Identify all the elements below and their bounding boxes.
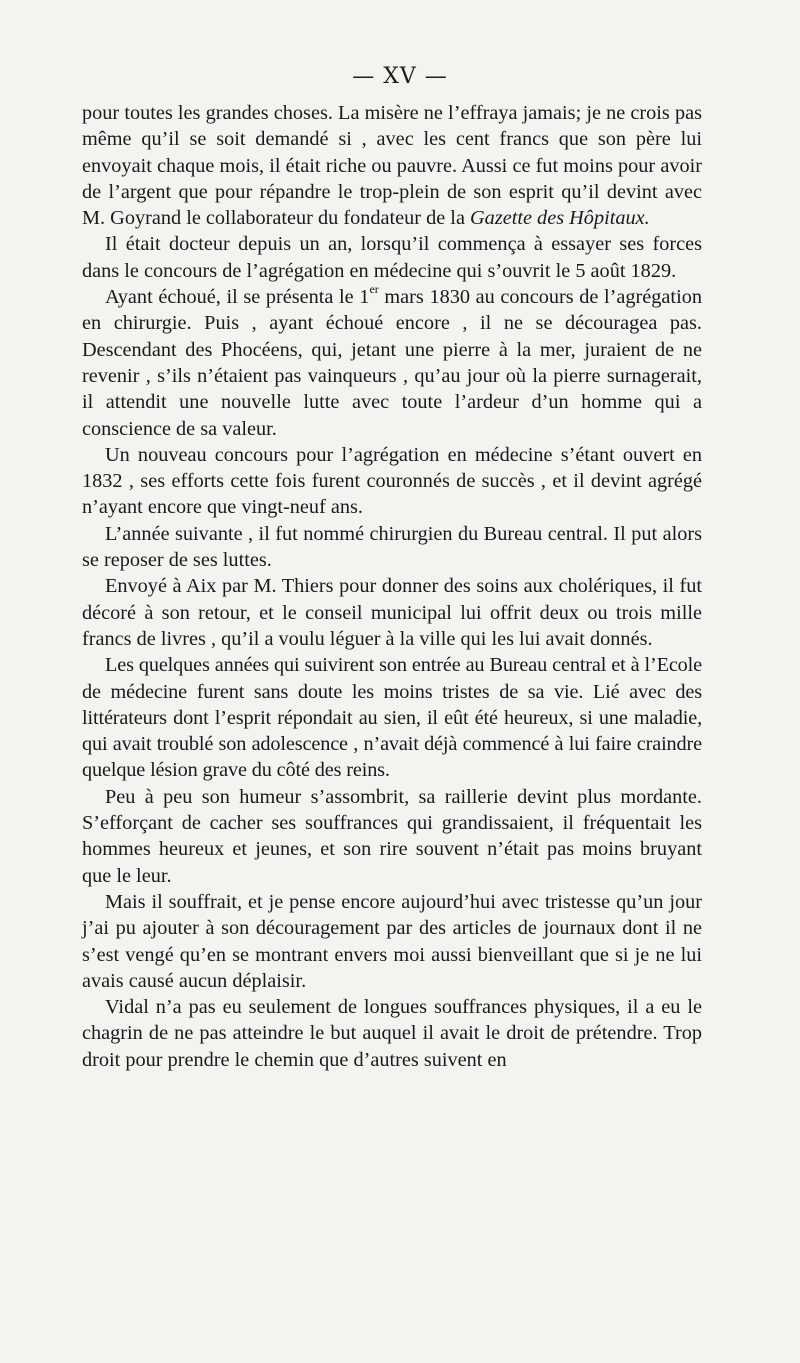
paragraph-10: Vidal n’a pas eu seulement de longues souffrances physiques, il a eu le chagrin de ne pas atteindre le but auquel il avait le droit de prétendre. Trop droit pour prendre le chemin que d’autres suivent en bbox=[82, 996, 702, 1071]
paragraph-3-text-b: mars 1830 au concours de l’agrégation en chirurgie. Puis , ayant échoué encore , il ne se découragea pas. Descendant des Phocéens, qui, jetant une pierre à la mer, juraient de ne revenir , s’ils n’étaient pas vainqueurs , qu’au jour où la pierre surnagerait, il attendit une nouvelle lutte avec toute l’ardeur d’un homme qui a conscience de sa valeur. bbox=[82, 286, 702, 440]
paragraph-3 bbox=[82, 284, 702, 442]
page-number: — XV — bbox=[352, 64, 448, 89]
paragraph-9: Mais il souffrait, et je pense encore aujourd’hui avec tristesse qu’un jour j’ai pu ajouter à son découragement par des articles de journaux dont il ne s’est vengé qu’en se montrant envers moi aussi bienveillant que si je ne lui avais causé aucun déplaisir. bbox=[82, 890, 702, 992]
paragraph-4: Un nouveau concours pour l’agrégation en médecine s’étant ouvert en 1832 , ses efforts cette fois furent couronnés de succès , et il devint agrégé n’ayant encore que vingt-neuf ans. bbox=[82, 443, 702, 519]
paragraph-5: L’année suivante , il fut nommé chirurgien du Bureau central. Il put alors se reposer de ses luttes. bbox=[82, 522, 702, 572]
paragraph-3-text-a: Ayant échoué, il se présenta le 1 bbox=[105, 286, 370, 309]
superscript-er: er bbox=[369, 282, 379, 297]
journal-title: Gazette des Hôpitaux. bbox=[470, 207, 650, 230]
paragraph-7: Les quelques années qui suivirent son entrée au Bureau central et à l’Ecole de médecine furent sans doute les moins tristes de sa vie. Lié avec des littérateurs dont l’esprit répondait au sien, il eût été heureux, si une maladie, qui avait troublé son adolescence , n’avait déjà commencé à lui faire craindre quelque lésion grave du côté des reins. bbox=[82, 654, 702, 782]
paragraph-2: Il était docteur depuis un an, lorsqu’il commença à essayer ses forces dans le concours de l’agrégation en médecine qui s’ouvrit le 5 août 1829. bbox=[82, 233, 702, 282]
paragraph-1-text: pour toutes les grandes choses. La misère ne l’effraya jamais; je ne crois pas même qu’il se soit demandé si , avec les cent francs que son père lui envoyait chaque mois, il était riche ou pauvre. Aussi ce fut moins pour avoir de l’argent que pour répandre le trop-plein de son esprit qu’il devint avec M. Goyrand le collaborateur du fondateur de la bbox=[82, 102, 702, 230]
paragraph-8: Peu à peu son humeur s’assombrit, sa raillerie devint plus mordante. S’efforçant de cacher ses souffrances qui grandissaient, il fréquentait les hommes heureux et jeunes, et son rire souvent n’était pas moins bruyant que le leur. bbox=[82, 785, 702, 887]
body-text bbox=[82, 100, 702, 1073]
paragraph-6: Envoyé à Aix par M. Thiers pour donner des soins aux cholériques, il fut décoré à son retour, et le conseil municipal lui offrit deux ou trois mille francs de livres , qu’il a voulu léguer à la ville qui les lui avait donnés. bbox=[82, 575, 702, 650]
paragraph-1 bbox=[82, 100, 702, 231]
